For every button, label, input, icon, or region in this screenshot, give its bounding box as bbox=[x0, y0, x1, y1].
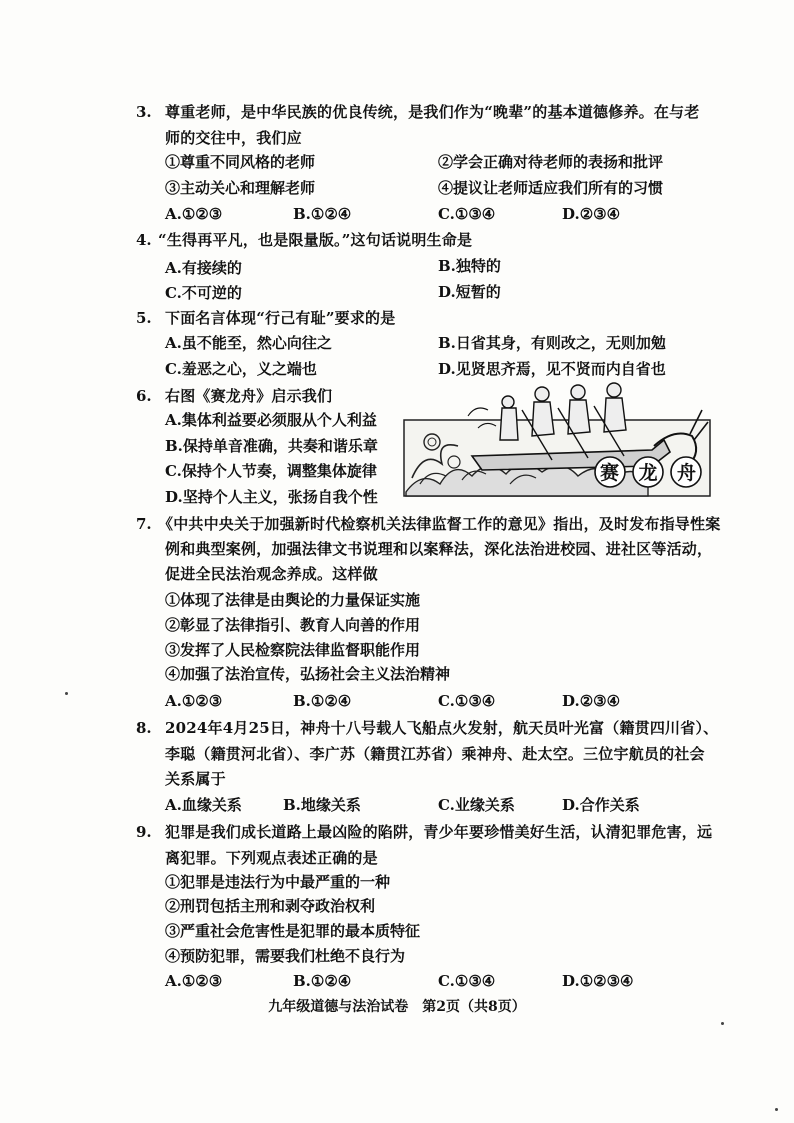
question-stem: “生得再平凡，也是限量版。”这句话说明生命是 bbox=[158, 231, 473, 249]
choice-option: B.保持单音准确，共奏和谐乐章 bbox=[165, 437, 378, 455]
question-stem: 离犯罪。下列观点表述正确的是 bbox=[165, 849, 378, 867]
statement-item: ③严重社会危害性是犯罪的最本质特征 bbox=[165, 922, 421, 940]
choice-option: B.日省其身，有则改之，无则加勉 bbox=[438, 334, 666, 352]
choice-option: A.有接续的 bbox=[165, 259, 242, 277]
question-number: 7. bbox=[136, 515, 152, 533]
statement-item: ②学会正确对待老师的表扬和批评 bbox=[438, 153, 664, 171]
choice-option: A.①②③ bbox=[165, 205, 223, 223]
statement-item: ②彰显了法律指引、教育人向善的作用 bbox=[165, 616, 421, 634]
choice-option: B.①②④ bbox=[293, 692, 352, 710]
choice-option: B.①②④ bbox=[293, 205, 352, 223]
scan-speck bbox=[65, 692, 68, 695]
choice-option: C.①③④ bbox=[438, 205, 496, 223]
statement-item: ③发挥了人民检察院法律监督职能作用 bbox=[165, 641, 421, 659]
choice-option: D.合作关系 bbox=[562, 796, 640, 814]
choice-option: A.①②③ bbox=[165, 692, 223, 710]
choice-option: A.虽不能至，然心向往之 bbox=[165, 334, 332, 352]
question-stem: 右图《赛龙舟》启示我们 bbox=[165, 387, 333, 405]
choice-option: D.②③④ bbox=[562, 692, 621, 710]
statement-item: ④预防犯罪，需要我们杜绝不良行为 bbox=[165, 947, 406, 965]
statement-item: ①犯罪是违法行为中最严重的一种 bbox=[165, 873, 391, 891]
choice-option: B.独特的 bbox=[438, 257, 501, 275]
scan-speck bbox=[721, 1022, 724, 1025]
question-number: 6. bbox=[136, 387, 152, 405]
statement-item: ④加强了法治宣传，弘扬社会主义法治精神 bbox=[165, 665, 451, 683]
choice-option: C.羞恶之心，义之端也 bbox=[165, 360, 317, 378]
question-stem: 犯罪是我们成长道路上最凶险的陷阱，青少年要珍惜美好生活，认清犯罪危害，远 bbox=[165, 823, 713, 841]
question-stem: 促进全民法治观念养成。这样做 bbox=[165, 565, 378, 583]
question-stem: 例和典型案例，加强法律文书说理和以案释法，深化法治进校园、进社区等活动， bbox=[165, 540, 713, 558]
question-stem: 《中共中央关于加强新时代检察机关法律监督工作的意见》指出，及时发布指导性案 bbox=[158, 515, 721, 533]
question-stem: 李聪（籍贯河北省）、李广苏（籍贯江苏省）乘神舟、赴太空。三位宇航员的社会 bbox=[165, 745, 705, 763]
question-stem: 尊重老师，是中华民族的优良传统，是我们作为“晚辈”的基本道德修养。在与老 bbox=[165, 103, 700, 121]
question-number: 8. bbox=[136, 719, 152, 737]
question-number: 4. bbox=[136, 231, 152, 249]
dragon-boat-title: 赛龙舟 bbox=[600, 462, 696, 484]
question-stem: 2024年4月25日，神舟十八号载人飞船点火发射，航天员叶光富（籍贯四川省）、 bbox=[165, 719, 719, 737]
choice-option: C.①③④ bbox=[438, 692, 496, 710]
question-stem: 下面名言体现“行己有耻”要求的是 bbox=[165, 309, 396, 327]
choice-option: D.坚持个人主义，张扬自我个性 bbox=[165, 488, 378, 506]
choice-option: D.见贤思齐焉，见不贤而内自省也 bbox=[438, 360, 666, 378]
choice-option: A.①②③ bbox=[165, 972, 223, 990]
choice-option: C.保持个人节奏，调整集体旋律 bbox=[165, 462, 377, 480]
choice-option: D.短暂的 bbox=[438, 283, 501, 301]
choice-option: C.不可逆的 bbox=[165, 284, 242, 302]
question-number: 3. bbox=[136, 103, 152, 121]
choice-option: B.①②④ bbox=[293, 972, 352, 990]
dragon-boat-illustration bbox=[402, 380, 712, 498]
choice-option: D.②③④ bbox=[562, 205, 621, 223]
question-stem: 师的交往中，我们应 bbox=[165, 129, 302, 147]
statement-item: ④提议让老师适应我们所有的习惯 bbox=[438, 179, 664, 197]
choice-option: A.血缘关系 bbox=[165, 796, 242, 814]
statement-item: ②刑罚包括主刑和剥夺政治权利 bbox=[165, 897, 376, 915]
question-number: 9. bbox=[136, 823, 152, 841]
choice-option: B.地缘关系 bbox=[283, 796, 361, 814]
question-stem: 关系属于 bbox=[165, 770, 226, 788]
statement-item: ①尊重不同风格的老师 bbox=[165, 153, 316, 171]
statement-item: ③主动关心和理解老师 bbox=[165, 179, 316, 197]
choice-option: A.集体利益要必须服从个人利益 bbox=[165, 411, 377, 429]
scan-speck bbox=[775, 1108, 778, 1111]
choice-option: C.业缘关系 bbox=[438, 796, 515, 814]
statement-item: ①体现了法律是由舆论的力量保证实施 bbox=[165, 591, 421, 609]
choice-option: D.①②③④ bbox=[562, 972, 634, 990]
page-footer: 九年级道德与法治试卷 第2页（共8页） bbox=[268, 999, 526, 1015]
question-number: 5. bbox=[136, 309, 152, 327]
choice-option: C.①③④ bbox=[438, 972, 496, 990]
